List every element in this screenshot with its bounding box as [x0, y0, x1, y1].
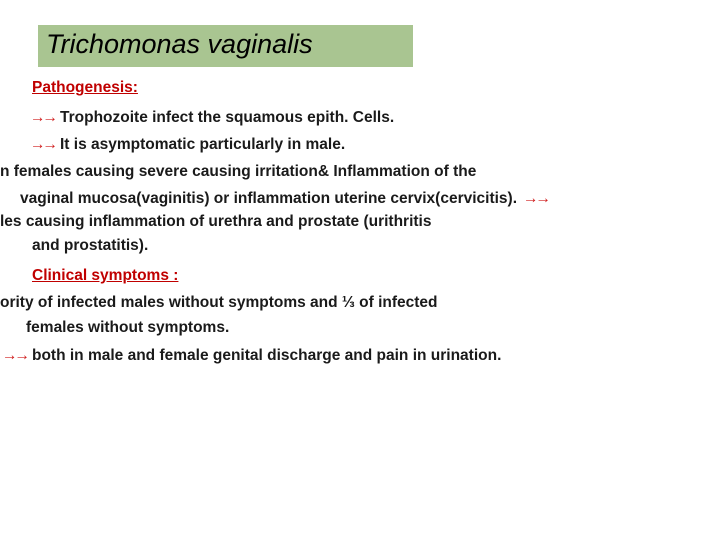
bullet-trophozoite [30, 108, 394, 128]
text-majority-line2: females without symptoms. [26, 319, 230, 336]
text-females-line2 [20, 189, 548, 209]
clinical-symptoms-heading: Clinical symptoms : [32, 267, 179, 284]
text-females-line1: n females causing severe causing irritation& Inflammation of the [0, 163, 477, 180]
bullet-discharge [2, 346, 501, 366]
double-arrow-icon: →→ [2, 347, 27, 364]
bullet-text: Trophozoite infect the squamous epith. Cells. [60, 109, 395, 126]
slide-title: Trichomonas vaginalis [46, 29, 313, 59]
double-arrow-icon: →→ [30, 109, 55, 126]
text-majority-line1: ority of infected males without symptoms and ⅓ of infected [0, 294, 438, 311]
bullet-text: both in male and female genital discharge and pain in urination. [32, 347, 502, 364]
title-banner [38, 25, 413, 67]
text-males-line2: and prostatitis). [32, 237, 149, 254]
double-arrow-icon: →→ [523, 190, 549, 207]
bullet-asymptomatic [30, 135, 345, 155]
double-arrow-icon: →→ [30, 136, 55, 153]
pathogenesis-heading: Pathogenesis: [32, 79, 138, 96]
text-males-line1: les causing inflammation of urethra and prostate (urithritis [0, 213, 432, 230]
bullet-text: vaginal mucosa(vaginitis) or inflammation uterine cervix(cervicitis). [20, 190, 518, 207]
bullet-text: It is asymptomatic particularly in male. [60, 136, 346, 153]
